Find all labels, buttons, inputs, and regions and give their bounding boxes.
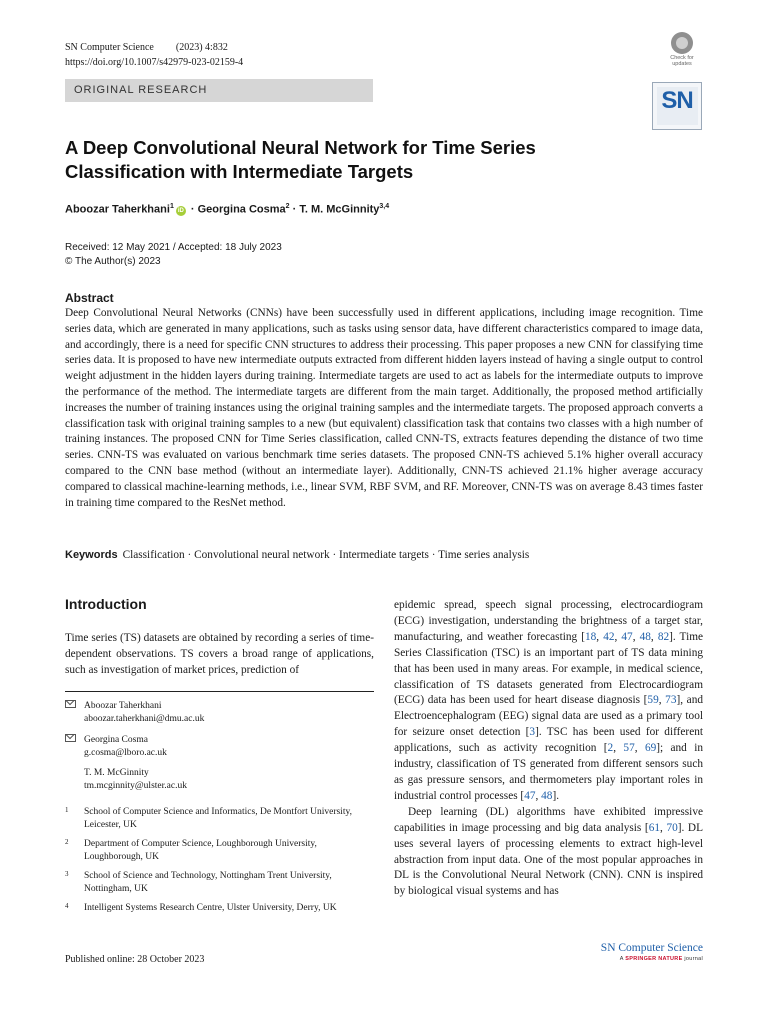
abstract-heading: Abstract [65, 291, 114, 305]
introduction-paragraph: Time series (TS) datasets are obtained by recording a series of time-dependent observations. TS covers a broad range of applications, such as investigation of market prices, prediction of [65, 632, 374, 676]
orcid-icon[interactable]: iD [177, 207, 184, 214]
article-title: A Deep Convolutional Neural Network for Time Series Classification with Intermediate Targets [65, 137, 536, 182]
section-band [65, 79, 373, 102]
article-dates [65, 241, 282, 269]
envelope-icon [65, 734, 76, 742]
journal-name: SN Computer Science [65, 42, 154, 53]
introduction-heading: Introduction [65, 596, 147, 612]
affiliation [65, 870, 365, 896]
published-date: Published online: 28 October 2023 [65, 954, 205, 965]
citation-link[interactable]: 18 [585, 630, 597, 643]
check-for-updates-badge[interactable] [662, 30, 702, 72]
footnote-divider [65, 691, 374, 692]
citation-link[interactable]: 61 [648, 821, 660, 834]
citation-link[interactable]: 42 [603, 630, 615, 643]
coauthor-contact [65, 767, 187, 793]
contact-email[interactable]: tm.mcginnity@ulster.ac.uk [84, 781, 187, 791]
citation-link[interactable]: 48 [541, 789, 553, 802]
citation-link[interactable]: 2 [607, 742, 614, 755]
introduction-right-column [394, 598, 703, 900]
citation-link[interactable]: 70 [666, 821, 678, 834]
author-list: Aboozar Taherkhani$^1$iD · Georgina Cosma$^2$ · T. M. McGinnity$^{3,4}$ [65, 203, 390, 216]
affiliation [65, 838, 365, 864]
keywords-heading: Keywords [65, 549, 118, 561]
affiliation-text: School of Science and Technology, Nottingham Trent University, Nottingham, UK [84, 871, 332, 894]
envelope-icon [65, 700, 76, 708]
keywords [65, 549, 529, 561]
doi-link[interactable]: https://doi.org/10.1007/s42979-023-02159-4 [65, 57, 244, 68]
citation-link[interactable]: 73 [665, 694, 677, 707]
citation-link[interactable]: 47 [524, 789, 536, 802]
introduction-paragraph: epidemic spread, speech signal processing, electrocardiogram (ECG) investigation, understanding the brightness of a target star, manufacturing, and weather forecasting [18, 42, 47, 48, 82]. Time Series Classification (TSC) is an important part of TS data mining that has been used in many areas. For example, in medical science, classification of TS datasets generated from Electrocardiogram (ECG) data has been used for heart disease diagnosis [59, 73], and Electroencephalogram (EEG) signal data are used as a primary tool for seizure onset detection [3]. TSC has been used for different applications, such as activity recognition [2, 57, 69]; and in industry, classification of TS generated from different sensors such as gas pressure sensors, and thermometers play important roles in industrial control processes [47, 48]. [394, 599, 704, 802]
affiliation [65, 902, 365, 915]
volume-info: (2023) 4:832 [175, 42, 228, 53]
author-name[interactable]: T. M. McGinnity [299, 203, 380, 216]
author-affiliation-sup: 2 [285, 203, 290, 210]
footer-journal-name[interactable]: SN Computer Science [600, 942, 703, 954]
author-affiliation-sup: 1 [169, 203, 174, 210]
corresponding-author [65, 734, 167, 760]
affiliation-text: School of Computer Science and Informatics, De Montfort University, Leicester, UK [84, 807, 352, 830]
journal-footer [560, 942, 703, 962]
citation-link[interactable]: 82 [657, 630, 670, 643]
citation-link[interactable]: 57 [623, 742, 635, 755]
citation-link[interactable]: 48 [639, 630, 651, 643]
author-name[interactable]: Aboozar Taherkhani [65, 203, 170, 216]
affiliation-text: Department of Computer Science, Loughborough University, Loughborough, UK [84, 839, 317, 862]
affiliation-text: Intelligent Systems Research Centre, Ulster University, Derry, UK [84, 903, 337, 913]
sn-logo-text: SN [661, 87, 693, 114]
affiliation-number: 2 [65, 838, 69, 846]
abstract-text: Deep Convolutional Neural Networks (CNNs) have been successfully used in different applications, including image recognition. Time series data, which are generated in many applications, such as tasks using sensor data, have different characteristics compared to image data, and accordingly, there is a need for specific CNN structures to address their processing. This paper proposes a new CNN for classifying time series data. It is proposed to have new intermediate outputs extracted from different hidden layers instead of having a single output to control weight adjustment in the hidden layers during training. Intermediate targets are used to act as labels for the intermediate outputs to improve the performance of the method. The intermediate targets are different from the main target. Additionally, the proposed method artificially increases the number of training instances using the original training samples and the intermediate targets. The proposed approach converts a classification task with original training samples to a new (but equivalent) classification task that contains two classes with a high number of training instances. The proposed CNN for Time Series classification, called CNN-TS, extracts features depending the distance of two time series. CNN-TS was evaluated on various benchmark time series datasets. The proposed CNN-TS achieved 5.1% higher overall accuracy compared to the CNN base method (without an intermediate layer). Additionally, CNN-TS achieved 21.1% higher average accuracy compared to classical machine-learning methods, i.e., linear SVM, RBF SVM, and RF. Moreover, CNN-TS was on average 8.43 times faster in training time compared to the ResNet method. [65, 307, 703, 509]
bookmark-icon [671, 32, 693, 54]
contact-email[interactable]: aboozar.taherkhani@dmu.ac.uk [84, 714, 205, 724]
affiliation-number: 3 [65, 870, 69, 878]
affiliation-number: 1 [65, 806, 69, 814]
author-affiliation-sup: 3,4 [379, 203, 390, 210]
introduction-paragraph: Deep learning (DL) algorithms have exhibited impressive capabilities in image processing and big data analysis [61, 70]. DL uses several layers of processing elements to extract high-level abstraction from input data. One of the most popular approaches in DL is the Convolutional Neural Network (CNN). CNN is inspired by biological visual systems and has [394, 805, 703, 898]
header-meta [65, 40, 243, 70]
contact-name: Georgina Cosma [84, 735, 148, 745]
sn-logo [652, 82, 702, 130]
received-accepted: Received: 12 May 2021 / Accepted: 18 July 2023 [65, 242, 282, 253]
section-label: ORIGINAL RESEARCH [74, 84, 208, 96]
contact-email[interactable]: g.cosma@lboro.ac.uk [84, 748, 167, 758]
citation-link[interactable]: 3 [529, 726, 536, 739]
citation-link[interactable]: 47 [621, 630, 633, 643]
affiliation [65, 806, 365, 832]
copyright: © The Author(s) 2023 [65, 256, 161, 267]
check-for-updates-label: Check for updates [670, 55, 694, 67]
citation-link[interactable]: 59 [647, 694, 659, 707]
keywords-list: Classification · Convolutional neural network · Intermediate targets · Time series analysis [122, 549, 530, 561]
corresponding-author [65, 700, 204, 726]
author-name[interactable]: Georgina Cosma [197, 203, 286, 216]
contact-name: Aboozar Taherkhani [84, 701, 162, 711]
publisher-mark: A SPRINGER NATURE journal [619, 956, 703, 962]
contact-name: T. M. McGinnity [84, 768, 149, 778]
affiliation-number: 4 [65, 902, 69, 910]
citation-link[interactable]: 69 [644, 742, 657, 755]
